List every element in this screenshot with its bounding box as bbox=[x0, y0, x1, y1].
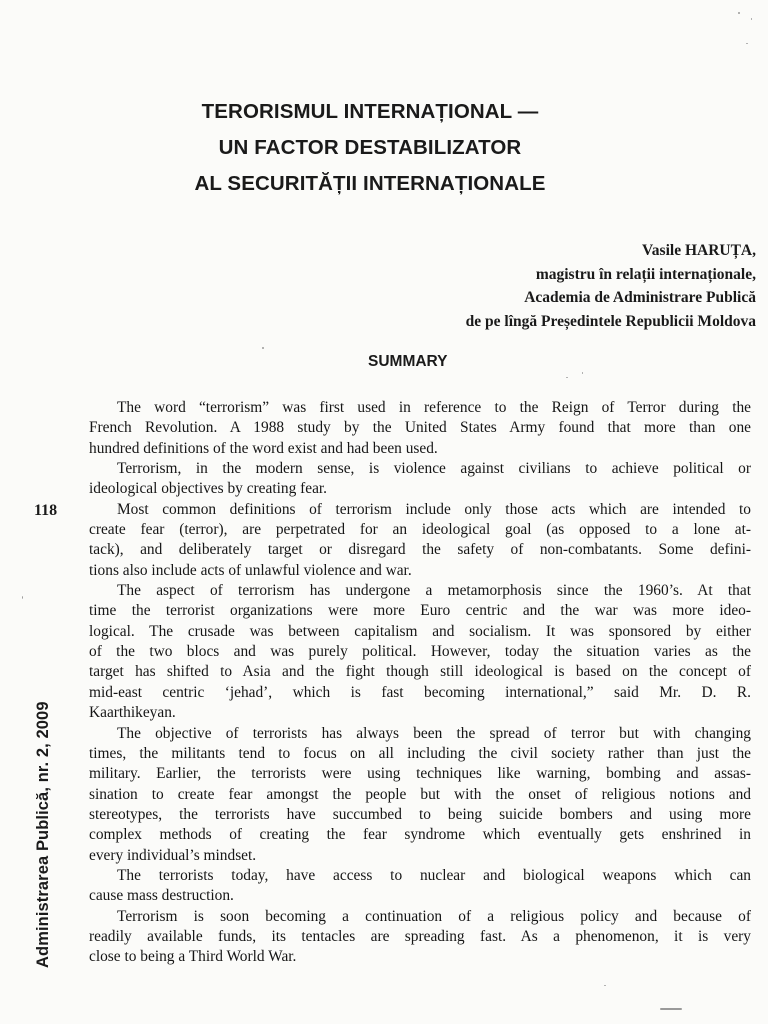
scan-speck bbox=[751, 18, 752, 20]
body-line: close to being a Third World War. bbox=[89, 948, 297, 966]
body-line: hundred definitions of the word exist and had been used. bbox=[89, 439, 438, 457]
body-line: sination to create fear amongst the people but with the onset of religious notions and bbox=[89, 785, 751, 803]
scan-speck bbox=[582, 372, 583, 374]
scan-speck bbox=[746, 43, 748, 44]
scan-speck bbox=[660, 1008, 682, 1010]
author-institution: Academia de Administrare Publică bbox=[524, 289, 756, 306]
title-line-3: AL SECURITĂȚII INTERNAȚIONALE bbox=[194, 172, 546, 195]
body-line: of the two blocs and was purely political. However, today the situation varies as the bbox=[89, 643, 751, 661]
scan-speck bbox=[604, 985, 606, 986]
body-line: every individual’s mindset. bbox=[89, 846, 257, 864]
author-name: Vasile HARUȚA, bbox=[642, 242, 756, 259]
body-line: create fear (terror), are perpetrated for an ideological goal (as opposed to a lone at- bbox=[89, 521, 751, 539]
author-affiliation: de pe lîngă Președintele Republicii Moldova bbox=[465, 312, 756, 330]
body-line: military. Earlier, the terrorists were using techniques like warning, bombing and assas- bbox=[89, 765, 751, 783]
scan-speck bbox=[22, 596, 23, 599]
body-line: Terrorism is soon becoming a continuation of a religious policy and because of bbox=[117, 907, 751, 925]
body-line: mid-east centric ‘jehad’, which is fast becoming international,” said Mr. D. R. bbox=[89, 683, 751, 701]
body-line: French Revolution. A 1988 study by the United States Army found that more than one bbox=[89, 419, 751, 437]
body-line: The aspect of terrorism has undergone a metamorphosis since the 1960’s. At that bbox=[117, 582, 751, 600]
article-title bbox=[110, 94, 630, 202]
body-line: Most common definitions of terrorism include only those acts which are intended to bbox=[117, 500, 751, 518]
body-line: times, the militants tend to focus on all including the civil society rather than just the bbox=[89, 744, 751, 762]
summary-heading: SUMMARY bbox=[368, 353, 448, 370]
page-number: 118 bbox=[34, 502, 58, 519]
scan-speck bbox=[566, 377, 568, 378]
summary-body bbox=[89, 398, 751, 968]
title-line-2: UN FACTOR DESTABILIZATOR bbox=[218, 136, 522, 159]
body-line: cause mass destruction. bbox=[89, 887, 234, 905]
body-line: The word “terrorism” was first used in reference to the Reign of Terror during the bbox=[117, 399, 751, 416]
scan-speck bbox=[738, 12, 740, 14]
body-line: complex methods of creating the fear syndrome which eventually gets enshrined in bbox=[89, 826, 751, 844]
author-degree: magistru în relații internaționale, bbox=[535, 265, 756, 283]
body-line: ideological objectives by creating fear. bbox=[89, 480, 328, 498]
body-line: tions also include acts of unlawful violence and war. bbox=[89, 561, 412, 579]
body-line: logical. The crusade was between capitalism and socialism. It was sponsored by either bbox=[89, 622, 751, 640]
title-line-1: TERORISMUL INTERNAȚIONAL — bbox=[201, 100, 539, 123]
author-block bbox=[256, 239, 756, 333]
body-line: time the terrorist organizations were more Euro centric and the war was more ideo- bbox=[89, 602, 751, 620]
body-line: tack), and deliberately target or disregard the safety of non-combatants. Some defini- bbox=[89, 541, 751, 559]
body-line: The objective of terrorists has always been the spread of terror but with changing bbox=[117, 724, 751, 742]
scan-speck bbox=[262, 347, 264, 349]
body-line: stereotypes, the terrorists have succumbed to being suicide bombers and using more bbox=[89, 805, 751, 823]
body-line: The terrorists today, have access to nuclear and biological weapons which can bbox=[117, 866, 751, 884]
journal-reference: Administrarea Publică, nr. 2, 2009 bbox=[34, 701, 52, 968]
body-line: Terrorism, in the modern sense, is violence against civilians to achieve political or bbox=[117, 460, 751, 478]
body-line: Kaarthikeyan. bbox=[89, 704, 176, 722]
body-line: readily available funds, its tentacles are spreading fast. As a phenomenon, it is very bbox=[89, 927, 751, 945]
body-line: target has shifted to Asia and the fight though still ideological is based on the concept of bbox=[89, 663, 751, 681]
